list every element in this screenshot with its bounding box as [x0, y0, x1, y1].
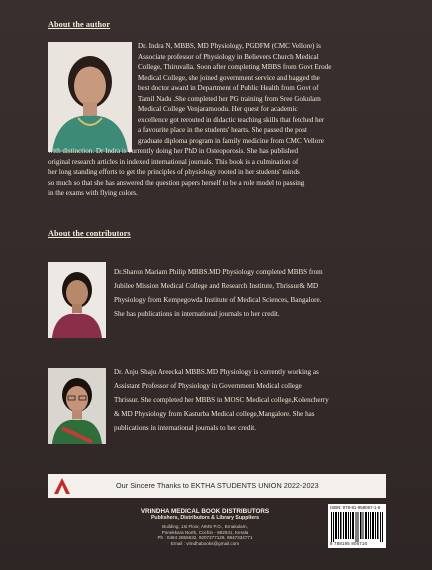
isbn-barcode: [328, 504, 386, 548]
author-bio-line: with distinction. Dr Indra is currently doing her PhD in Osteoporosis. She has published: [48, 147, 299, 155]
isbn-label: ISBN: 978-81-958067-1-6: [330, 505, 381, 510]
sharon-bio-line: Dr.Sharon Mariam Philip MBBS.MD Physiology completed MBBS from: [114, 268, 323, 276]
anju-bio-line: & MD Physiology from Kasturba Medical college,Mangalore. She has: [114, 410, 315, 418]
contributor-photo-anju: [48, 368, 106, 444]
publisher-email: Email : vrindhabooks@gmail.com: [170, 540, 240, 546]
author-heading: About the author: [48, 20, 111, 29]
publisher-name: VRINDHA MEDICAL BOOK DISTRIBUTORS: [140, 508, 270, 515]
publisher-address-line: Building, 1st Floor, AIMS P.O., Ernakulam,: [162, 524, 248, 529]
anju-bio-line: Dr. Anju Shaju Areeckal MBBS.MD Physiology is currently working as: [114, 368, 319, 376]
thanks-banner: [48, 474, 386, 498]
author-bio-line: graduate diploma program in family medicine from CMC Vellore: [138, 136, 324, 145]
anju-bio-line: Thrissur. She completed her MBBS in MOSC Medical college,Kolencherry: [114, 396, 329, 404]
author-bio-line: in the exams with flying colors.: [48, 189, 138, 197]
author-bio-line: her long standing efforts to get the principles of physiology rooted in her students' minds: [48, 168, 300, 176]
publisher-address-line: Ponekkara North, Cochin - 682041, Kerala: [161, 529, 249, 535]
sharon-bio-line: She has publications in international journals to her credit.: [114, 310, 280, 318]
thanks-text: Our Sincere Thanks to EKTHA STUDENTS UNION 2022-2023: [116, 481, 319, 490]
author-bio-line: Dr. Indra N, MBBS, MD Physiology, PGDFM (CMC Vellore) is: [138, 42, 321, 50]
author-bio-line: original research articles in indexed international journals. This book is a culmination of: [48, 157, 299, 166]
contributor-photo-sharon: [48, 262, 106, 338]
sharon-bio-line: Physiology from Kempegowda Institute of Medical Sciences, Bangalore.: [114, 296, 322, 304]
author-bio-line: Tamil Nadu .She completed her PG training from Sree Gokulam: [138, 94, 321, 103]
isbn-digits: 9 788195 806716: [330, 541, 368, 546]
author-bio-line: Associate professor of Physiology in Believers Church Medical: [138, 52, 319, 61]
author-bio-line: so much so that she has answered the question papers herself to be a role model to passing: [48, 178, 305, 187]
author-bio-line: a favourite place in the students' hearts. She passed the post: [138, 126, 307, 134]
author-bio-line: excellence got rerouted in didactic teaching skills that fetched her: [138, 115, 325, 124]
barcode-bars: [331, 512, 383, 542]
anju-bio-line: publications in international journals to her credit.: [114, 424, 257, 432]
publisher-phone: Ph : 0484 2855632, 9207277128, 9847334771: [157, 535, 253, 540]
author-bio-line: College, Thiruvalla. Soon after completing MBBS from Govt Erode: [138, 63, 332, 71]
author-photo: [48, 42, 132, 152]
anju-bio-line: Assistant Professor of Physiology in Government Medical college: [114, 382, 302, 390]
author-bio-line: Medical College Venjaramoodu. Her quest for academic: [138, 105, 298, 113]
ektha-logo: [52, 476, 72, 496]
publisher-tagline: Publishers, Distributors & Library Suppliers: [150, 515, 260, 521]
sharon-bio-line: Jubilee Mission Medical College and Research Institute, Thrissur& MD: [114, 282, 319, 290]
contributors-heading: About the contributors: [48, 229, 131, 238]
author-bio-line: best doctor award in Department of Public Health from Govt of: [138, 84, 319, 92]
author-bio-line: Medical College, she joined government service and bagged the: [138, 73, 320, 82]
